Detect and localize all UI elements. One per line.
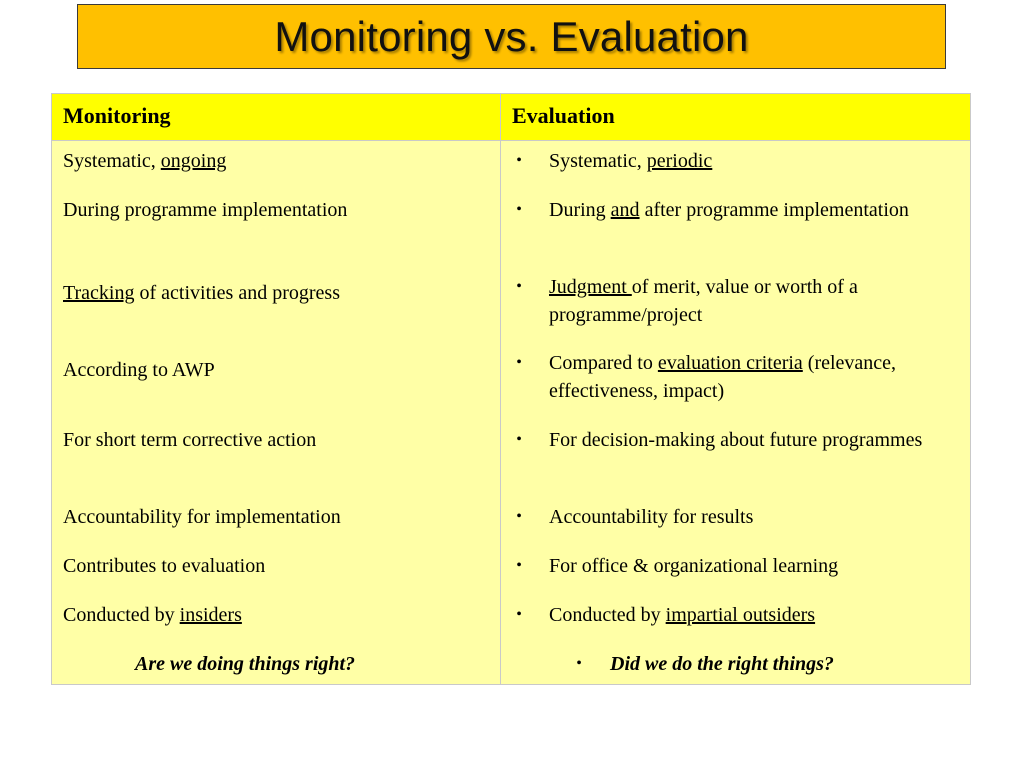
- monitoring-item: Conducted by insiders: [63, 604, 242, 626]
- monitoring-item: Systematic, ongoing: [63, 150, 227, 172]
- monitoring-item: Tracking of activities and progress: [63, 282, 340, 304]
- header-evaluation: Evaluation: [501, 94, 971, 141]
- bullet-icon: •: [516, 201, 522, 218]
- monitoring-item: According to AWP: [63, 359, 215, 381]
- bullet-icon: •: [516, 431, 522, 448]
- header-row: [52, 94, 971, 141]
- bullet-icon: •: [516, 606, 522, 623]
- evaluation-question: Did we do the right things?: [610, 653, 834, 675]
- monitoring-item: During programme implementation: [63, 199, 348, 221]
- title-banner: [77, 4, 946, 69]
- bullet-icon: •: [516, 557, 522, 574]
- comparison-table: [51, 93, 971, 685]
- body-row: [52, 141, 971, 685]
- monitoring-cell: [52, 141, 501, 685]
- header-monitoring: Monitoring: [52, 94, 501, 141]
- monitoring-item: Accountability for implementation: [63, 506, 341, 528]
- monitoring-item: Contributes to evaluation: [63, 555, 266, 577]
- monitoring-question: Are we doing things right?: [135, 653, 356, 675]
- evaluation-cell: • Systematic, periodic • During and after programme implementation • Judgment of merit, value or worth of a programme/project • Compared to evaluation criteria (relevance, effectiveness, impact) • For decision-making about future programmes • Accountability for results • For office & organizational learning • Conducted by impartial outsiders • Did we do the right things?: [501, 141, 971, 685]
- bullet-icon: •: [516, 278, 522, 295]
- page-title: Monitoring vs. Evaluation: [274, 12, 749, 60]
- bullet-icon: •: [516, 152, 522, 169]
- bullet-icon: •: [516, 508, 522, 525]
- bullet-icon: •: [516, 354, 522, 371]
- bullet-icon: •: [576, 655, 582, 672]
- monitoring-item: For short term corrective action: [63, 429, 317, 451]
